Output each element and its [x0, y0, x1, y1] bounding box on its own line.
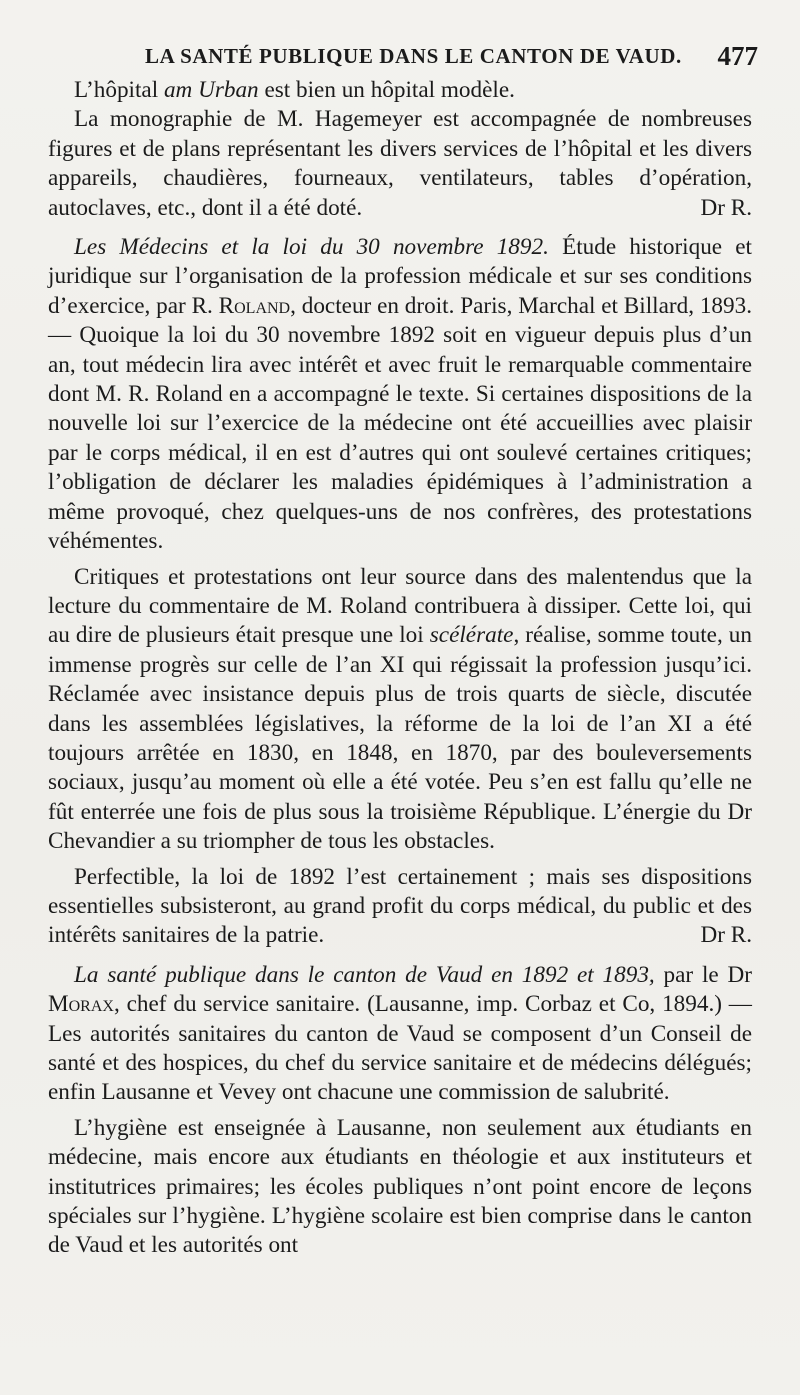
review1-paragraph-1: L’hôpital am Urban est bien un hôpital modèle. [74, 77, 515, 103]
review3-title: La santé publique dans le canton de Vaud en 1892 et 1893, [74, 961, 655, 988]
hospital-name: am Urban [163, 77, 259, 103]
review3-paragraph-2: L’hygiène est enseignée à Lausanne, non seulement aux étudiants en médecine, mais encore aux étudiants en théologie et aux instituteurs et institutrices primaires; les écoles publiques n’ont point encore de leçons spéciales sur l’hygiène. L’hygiène scolaire est bien comprise dans le canton de Vaud et les autorités ont [48, 1114, 752, 1259]
running-header [145, 38, 758, 74]
review2-paragraph-3: Perfectible, la loi de 1892 l’est certainement ; mais ses dispositions essentielles subsisteront, au grand profit du corps médical, du public et des intérêts sanitaires de la patrie. Dr R. [48, 863, 752, 951]
review-medecins-loi [48, 233, 752, 951]
page-number: 477 [717, 40, 758, 71]
emphasis-scelerate: scélérate [429, 622, 514, 649]
review3-paragraph-1: La santé publique dans le canton de Vaud en 1892 et 1893, par le Dr Morax, chef du service sanitaire. (Lausanne, imp. Corbaz et Co, 1894.) — Les autorités sanitaires du canton de Vaud se composent d’un Conseil de santé et des hospices, du chef du service sanitaire et de médecins délégués; enfin Lausanne et Vevey ont chacune une commission de salubrité. [48, 961, 752, 1106]
review1-signature: Dr R. [700, 194, 752, 221]
running-title: LA SANTÉ PUBLIQUE DANS LE CANTON DE VAUD. [145, 43, 682, 68]
review2-paragraph-1: Les Médecins et la loi du 30 novembre 1892. Étude historique et juridique sur l’organisation de la profession médicale et sur ses conditions d’exercice, par R. Roland, docteur en droit. Paris, Marchal et Billard, 1893. — Quoique la loi du 30 novembre 1892 soit en vigueur depuis plus d’un an, tout médecin lira avec intérêt et avec fruit le remarquable commentaire dont M. R. Roland en a accompagné le texte. Si certaines dispositions de la nouvelle loi sur l’exercice de la médecine ont été accueillies avec plaisir par le corps médical, il en est d’autres qui ont soulevé certaines critiques; l’obligation de déclarer les maladies épidémiques à l’administration a même provoqué, chez quelques-uns de nos confrères, des protestations véhémentes. [48, 234, 752, 555]
review1-paragraph-2: La monographie de M. Hagemeyer est accompagnée de nombreuses figures et de plans représentant les divers services de l’hôpital et les divers appareils, chaudières, fourneaux, ventilateurs, tables d’opération, autoclaves, etc., dont il a été doté. Dr R. [48, 105, 752, 223]
review3-author: Morax [48, 991, 114, 1018]
review2-signature: Dr R. [700, 922, 752, 949]
page-body [48, 76, 752, 1261]
review-sante-vaud [48, 961, 752, 1261]
review2-author: Roland [218, 292, 291, 319]
review2-title: Les Médecins et la loi du 30 novembre 1892. [74, 234, 549, 261]
review2-paragraph-2: Critiques et protestations ont leur source dans des malentendus que la lecture du commentaire de M. Roland contribuera à dissiper. Cette loi, qui au dire de plusieurs était presque une loi scélérate, réalise, somme toute, un immense progrès sur celle de l’an XI qui régissait la profession jusqu’ici. Réclamée avec insistance depuis plus de trois quarts de siècle, discutée dans les assemblées législatives, la réforme de la loi de l’an XI a été toujours arrêtée en 1830, en 1848, en 1870, par des bouleversements sociaux, jusqu’au moment où elle a été votée. Peu s’en est fallu qu’elle ne fût enterrée une fois de plus sous la troisième République. L’énergie du Dr Chevandier a su triompher de tous les obstacles. [48, 563, 752, 855]
